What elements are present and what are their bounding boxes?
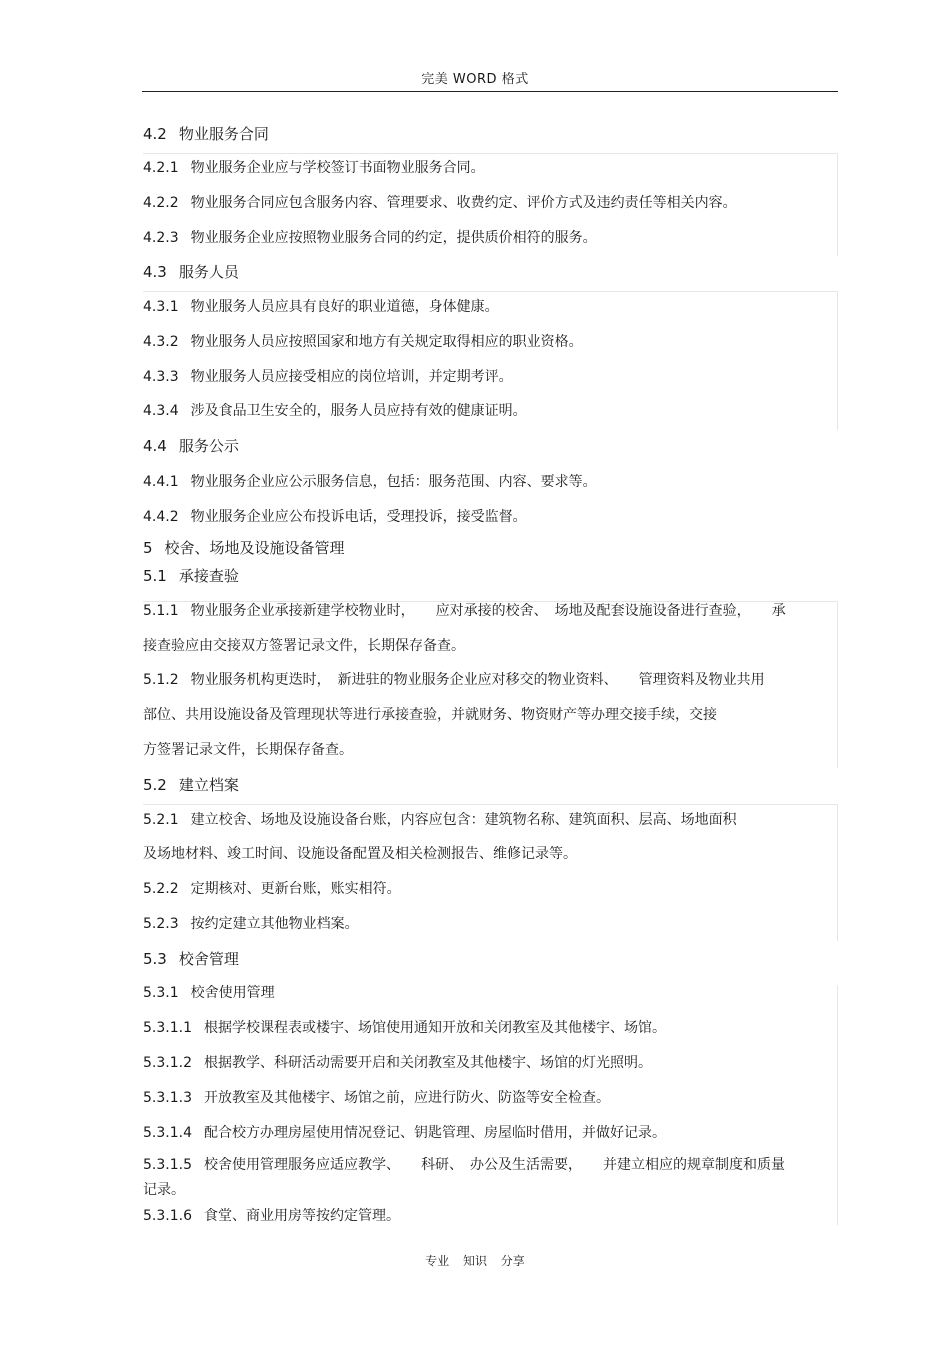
- clause-text: 按约定建立其他物业档案。: [190, 916, 359, 932]
- clause-number: 4.3.2: [143, 334, 179, 350]
- clause-number: 5.2: [143, 776, 167, 794]
- clause-continuation: [143, 636, 465, 656]
- clause-text: 物业服务企业承接新建学校物业时， 应对承接的校舍、 场地及配套设施设备进行查验， 承: [190, 603, 786, 619]
- clause-text: 及场地材料、竣工时间、设施设备配置及相关检测报告、维修记录等。: [143, 846, 577, 862]
- clause-4-4: [143, 436, 239, 456]
- clause-4-2-1: [143, 158, 485, 178]
- clause-5-3-1-4: [143, 1123, 666, 1143]
- clause-number: 4.2: [143, 125, 167, 143]
- clause-text: 校舍、场地及设施设备管理: [164, 539, 345, 557]
- clause-text: 定期核对、更新台账，账实相符。: [190, 881, 401, 897]
- clause-5-3-1-1: [143, 1018, 666, 1038]
- clause-number: 5.3.1.4: [143, 1125, 192, 1141]
- clause-text: 建立档案: [178, 776, 239, 794]
- clause-5-3-1-3: [143, 1088, 610, 1108]
- clause-5-1: [143, 566, 239, 586]
- clause-number: 5.2.3: [143, 916, 179, 932]
- clause-number: 5.1: [143, 567, 167, 585]
- clause-number: 5: [143, 539, 153, 557]
- clause-number: 4.3: [143, 263, 167, 281]
- clause-5-1-1: [143, 601, 786, 621]
- clause-text: 部位、共用设施设备及管理现状等进行承接查验，并就财务、物资财产等办理交接手续，交接: [143, 707, 717, 723]
- clause-number: 4.4.1: [143, 474, 179, 490]
- clause-text: 服务人员: [178, 263, 239, 281]
- clause-text: 食堂、商业用房等按约定管理。: [203, 1208, 400, 1224]
- clause-5: [143, 538, 345, 558]
- clause-text: 校舍使用管理服务应适应教学、 科研、 办公及生活需要， 并建立相应的规章制度和质量: [203, 1157, 785, 1173]
- clause-text: 物业服务合同应包含服务内容、管理要求、收费约定、评价方式及违约责任等相关内容。: [190, 195, 737, 211]
- clause-text: 方签署记录文件，长期保存备查。: [143, 742, 353, 758]
- clause-5-2-1: [143, 810, 737, 830]
- clause-text: 根据学校课程表或楼宇、场馆使用通知开放和关闭教室及其他楼宇、场馆。: [203, 1020, 666, 1036]
- clause-number: 4.4: [143, 437, 167, 455]
- clause-5-2-2: [143, 879, 401, 899]
- clause-5-3-1: [143, 983, 275, 1003]
- clause-4-2: [143, 124, 269, 144]
- clause-number: 5.3.1: [143, 985, 179, 1001]
- clause-5-3-1-6: [143, 1206, 400, 1226]
- clause-continuation: [143, 705, 717, 725]
- clause-text: 物业服务人员应按照国家和地方有关规定取得相应的职业资格。: [190, 334, 583, 350]
- clause-number: 5.1.2: [143, 672, 179, 688]
- clause-4-3-3: [143, 367, 513, 387]
- clause-5-1-2: [143, 670, 765, 690]
- clause-4-3-4: [143, 401, 527, 421]
- clause-number: 4.3.3: [143, 369, 179, 385]
- clause-text: 物业服务企业应公示服务信息，包括：服务范围、内容、要求等。: [190, 474, 597, 490]
- clause-4-2-3: [143, 228, 597, 248]
- clause-number: 4.2.2: [143, 195, 179, 211]
- clause-number: 4.3.1: [143, 299, 179, 315]
- clause-number: 5.2.2: [143, 881, 179, 897]
- header-rule: [142, 91, 838, 92]
- clause-number: 5.3: [143, 950, 167, 968]
- clause-number: 4.2.1: [143, 160, 179, 176]
- clause-text: 服务公示: [178, 437, 239, 455]
- clause-number: 5.2.1: [143, 812, 179, 828]
- clause-number: 5.3.1.6: [143, 1208, 192, 1224]
- page-header: 完美 WORD 格式: [421, 72, 529, 87]
- clause-number: 5.3.1.3: [143, 1090, 192, 1106]
- clause-4-3-2: [143, 332, 583, 352]
- page-footer: 专业 知识 分享: [425, 1254, 525, 1268]
- clause-5-2-3: [143, 914, 359, 934]
- clause-number: 5.3.1.2: [143, 1055, 192, 1071]
- clause-text: 物业服务合同: [178, 125, 269, 143]
- clause-text: 根据教学、科研活动需要开启和关闭教室及其他楼宇、场馆的灯光照明。: [203, 1055, 652, 1071]
- clause-number: 5.1.1: [143, 603, 179, 619]
- clause-text: 建立校舍、场地及设施设备台账，内容应包含：建筑物名称、建筑面积、层高、场地面积: [190, 812, 737, 828]
- clause-number: 4.4.2: [143, 509, 179, 525]
- clause-4-3-1: [143, 297, 499, 317]
- clause-text: 校舍使用管理: [190, 985, 275, 1001]
- clause-continuation: [143, 740, 353, 760]
- clause-text: 接查验应由交接双方签署记录文件，长期保存备查。: [143, 638, 465, 654]
- clause-continuation: [143, 1180, 185, 1200]
- clause-text: 物业服务企业应与学校签订书面物业服务合同。: [190, 160, 485, 176]
- clause-5-3-1-2: [143, 1053, 652, 1073]
- clause-text: 记录。: [143, 1182, 185, 1198]
- clause-text: 物业服务机构更迭时， 新进驻的物业服务企业应对移交的物业资料、 管理资料及物业共用: [190, 672, 765, 688]
- clause-text: 物业服务企业应按照物业服务合同的约定，提供质价相符的服务。: [190, 230, 597, 246]
- clause-text: 物业服务企业应公布投诉电话，受理投诉，接受监督。: [190, 509, 527, 525]
- clause-text: 配合校方办理房屋使用情况登记、钥匙管理、房屋临时借用，并做好记录。: [203, 1125, 666, 1141]
- clause-number: 5.3.1.5: [143, 1157, 192, 1173]
- clause-continuation: [143, 844, 577, 864]
- clause-5-3: [143, 949, 239, 969]
- clause-text: 物业服务人员应接受相应的岗位培训，并定期考评。: [190, 369, 513, 385]
- clause-text: 开放教室及其他楼宇、场馆之前，应进行防火、防盗等安全检查。: [203, 1090, 610, 1106]
- clause-number: 4.3.4: [143, 403, 179, 419]
- clause-4-4-1: [143, 472, 597, 492]
- clause-4-4-2: [143, 507, 527, 527]
- clause-text: 校舍管理: [178, 950, 239, 968]
- clause-5-2: [143, 775, 239, 795]
- clause-4-2-2: [143, 193, 737, 213]
- clause-text: 涉及食品卫生安全的，服务人员应持有效的健康证明。: [190, 403, 527, 419]
- clause-4-3: [143, 262, 239, 282]
- clause-number: 4.2.3: [143, 230, 179, 246]
- clause-number: 5.3.1.1: [143, 1020, 192, 1036]
- clause-text: 承接查验: [178, 567, 239, 585]
- clause-5-3-1-5: [143, 1155, 785, 1175]
- clause-text: 物业服务人员应具有良好的职业道德，身体健康。: [190, 299, 499, 315]
